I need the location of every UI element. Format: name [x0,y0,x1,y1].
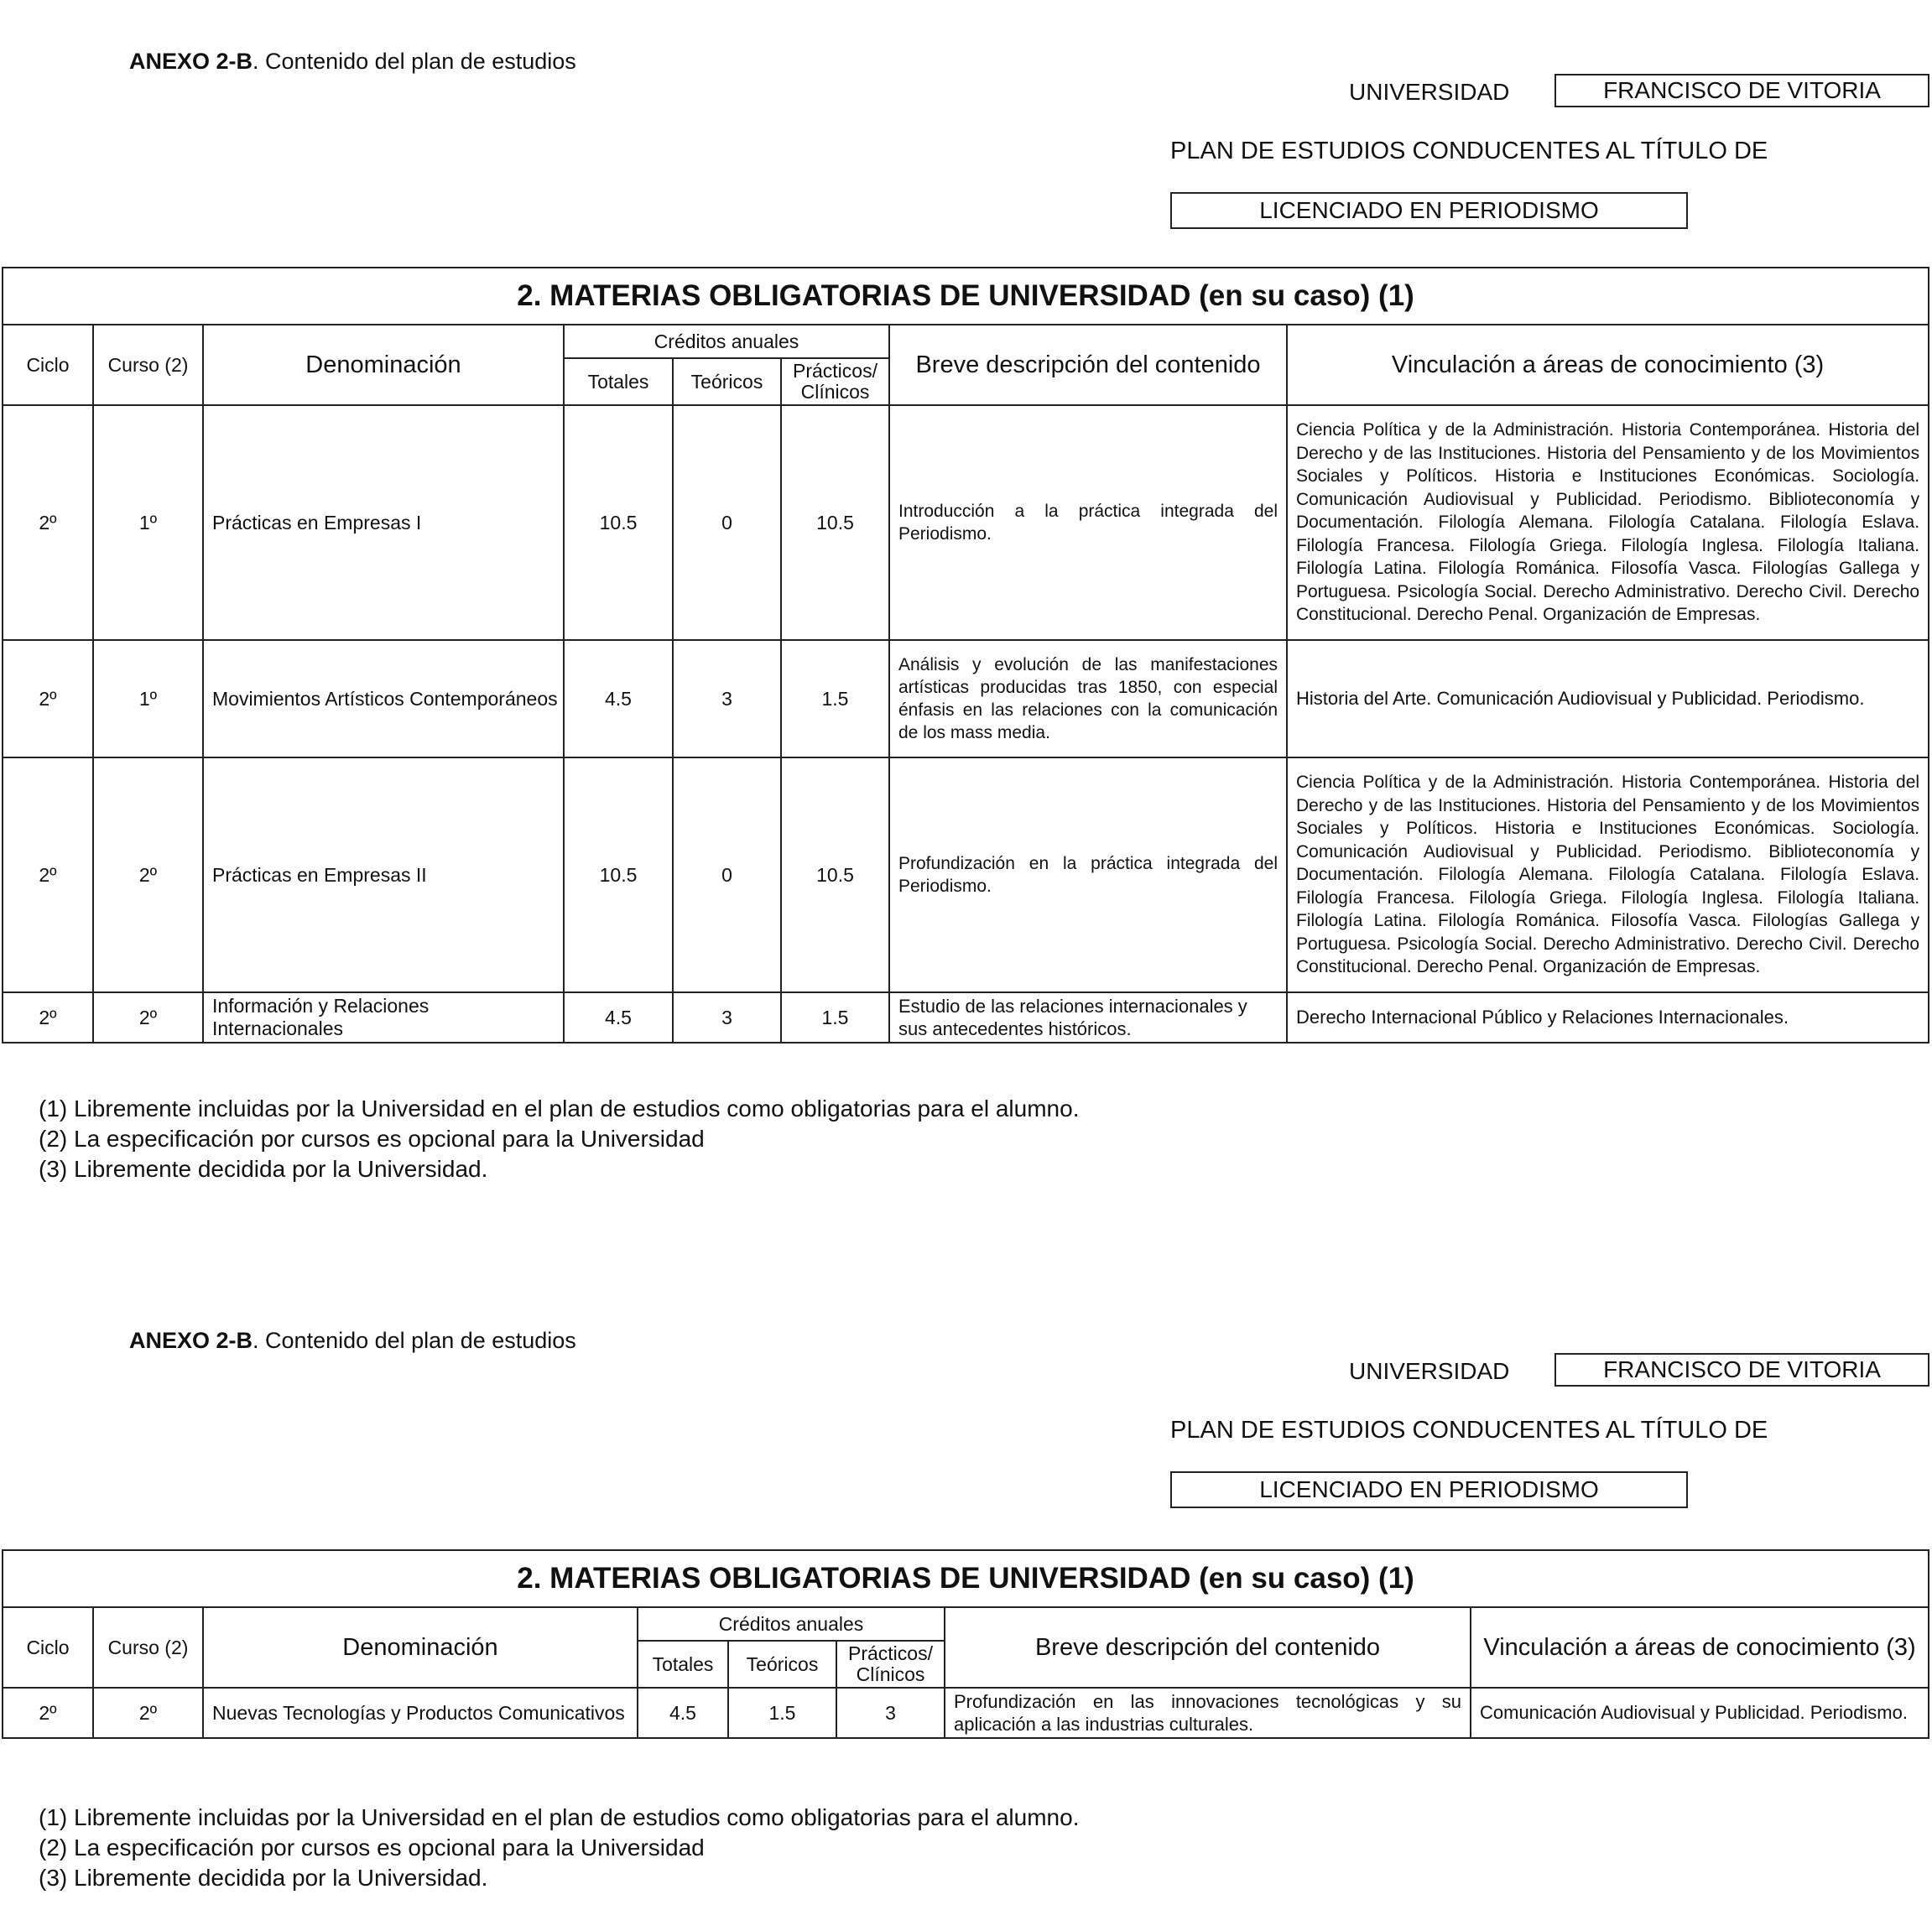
header-vinculacion: Vinculación a áreas de conocimiento (3) [1287,325,1929,405]
cell-teoricos: 0 [673,757,781,992]
cell-vinculacion: Historia del Arte. Comunicación Audiovisual y Publicidad. Periodismo. [1287,640,1929,757]
cell-denominacion: Movimientos Artísticos Contemporáneos [203,640,564,757]
header-curso: Curso (2) [93,325,203,405]
plan-estudios-label: PLAN DE ESTUDIOS CONDUCENTES AL TÍTULO DE [1170,138,1768,164]
header-descripcion: Breve descripción del contenido [889,325,1287,405]
cell-totales: 10.5 [564,757,673,992]
plan-estudios-label: PLAN DE ESTUDIOS CONDUCENTES AL TÍTULO DE [1170,1417,1768,1444]
table-row [3,1688,1929,1738]
cell-totales: 4.5 [564,992,673,1043]
anexo-subtitle: . Contenido del plan de estudios [253,49,576,74]
cell-practicos: 3 [836,1688,945,1738]
table-row [3,992,1929,1043]
cell-vinculacion: Derecho Internacional Público y Relaciones Internacionales. [1287,992,1929,1043]
header-creditos: Créditos anuales [564,325,889,358]
table-title: 2. MATERIAS OBLIGATORIAS DE UNIVERSIDAD (en su caso) (1) [3,1550,1929,1607]
cell-descripcion: Estudio de las relaciones internacionales y sus antecedentes históricos. [889,992,1287,1043]
header-totales: Totales [638,1641,728,1688]
cell-ciclo: 2º [3,640,93,757]
header-totales: Totales [564,358,673,405]
footnotes [39,1094,1079,1184]
footnote-2: (2) La especificación por cursos es opcional para la Universidad [39,1126,705,1152]
table-title: 2. MATERIAS OBLIGATORIAS DE UNIVERSIDAD (en su caso) (1) [3,268,1929,325]
header-teoricos: Teóricos [673,358,781,405]
header-ciclo: Ciclo [3,1607,93,1688]
header-ciclo: Ciclo [3,325,93,405]
footnote-3: (3) Libremente decidida por la Universidad. [39,1156,488,1182]
cell-teoricos: 0 [673,405,781,640]
anexo-subtitle: . Contenido del plan de estudios [253,1328,576,1353]
universidad-value-box: FRANCISCO DE VITORIA [1554,74,1929,107]
cell-curso: 2º [93,992,203,1043]
header-teoricos: Teóricos [728,1641,836,1688]
cell-curso: 1º [93,405,203,640]
header-creditos: Créditos anuales [638,1607,945,1641]
cell-practicos: 10.5 [781,757,889,992]
materias-table [2,267,1929,1043]
document-page-2 [0,1279,1932,1900]
cell-ciclo: 2º [3,1688,93,1738]
header-practicos: Prácticos/ Clínicos [781,358,889,405]
titulo-value-box: LICENCIADO EN PERIODISMO [1170,1471,1688,1508]
header-practicos: Prácticos/ Clínicos [836,1641,945,1688]
table-row [3,757,1929,992]
footnote-1: (1) Libremente incluidas por la Universidad en el plan de estudios como obligatorias para el alumno. [39,1096,1080,1122]
header-denominacion: Denominación [203,325,564,405]
universidad-label: UNIVERSIDAD [1349,79,1510,105]
cell-ciclo: 2º [3,992,93,1043]
anexo-label: ANEXO 2-B [129,49,253,74]
cell-ciclo: 2º [3,405,93,640]
cell-descripcion: Introducción a la práctica integrada del Periodismo. [889,405,1287,640]
cell-curso: 2º [93,1688,203,1738]
cell-totales: 4.5 [638,1688,728,1738]
cell-curso: 2º [93,757,203,992]
anexo-label: ANEXO 2-B [129,1328,253,1353]
cell-denominacion: Prácticas en Empresas II [203,757,564,992]
cell-descripcion: Profundización en la práctica integrada del Periodismo. [889,757,1287,992]
cell-teoricos: 3 [673,640,781,757]
table-row [3,640,1929,757]
table-row [3,405,1929,640]
cell-descripcion: Análisis y evolución de las manifestaciones artísticas producidas tras 1850, con especial énfasis en las relaciones con la comunicación de los mass media. [889,640,1287,757]
cell-vinculacion: Comunicación Audiovisual y Publicidad. Periodismo. [1471,1688,1929,1738]
cell-curso: 1º [93,640,203,757]
cell-denominacion: Prácticas en Empresas I [203,405,564,640]
cell-practicos: 1.5 [781,992,889,1043]
footnote-1: (1) Libremente incluidas por la Universidad en el plan de estudios como obligatorias para el alumno. [39,1804,1080,1830]
header-curso: Curso (2) [93,1607,203,1688]
footnote-3: (3) Libremente decidida por la Universidad. [39,1865,488,1891]
cell-teoricos: 1.5 [728,1688,836,1738]
cell-practicos: 1.5 [781,640,889,757]
cell-descripcion: Profundización en las innovaciones tecnológicas y su aplicación a las industrias culturales. [945,1688,1471,1738]
cell-ciclo: 2º [3,757,93,992]
cell-practicos: 10.5 [781,405,889,640]
cell-vinculacion: Ciencia Política y de la Administración. Historia Contemporánea. Historia del Derecho y de las Instituciones. Historia del Pensamiento y de los Movimientos Sociales y Políticos. Historia e Instituciones Económicas. Sociología. Comunicación Audiovisual y Publicidad. Periodismo. Biblioteconomía y Documentación. Filología Alemana. Filología Catalana. Filología Eslava. Filología Francesa. Filología Griega. Filología Inglesa. Filología Italiana. Filología Latina. Filología Románica. Filosofía Vasca. Filologías Gallega y Portuguesa. Psicología Social. Derecho Administrativo. Derecho Civil. Derecho Constitucional. Derecho Penal. Organización de Empresas. [1287,405,1929,640]
titulo-value-box: LICENCIADO EN PERIODISMO [1170,192,1688,229]
header-denominacion: Denominación [203,1607,638,1688]
cell-denominacion: Nuevas Tecnologías y Productos Comunicativos [203,1688,638,1738]
cell-totales: 4.5 [564,640,673,757]
footnotes [39,1803,1079,1893]
header-descripcion: Breve descripción del contenido [945,1607,1471,1688]
universidad-value-box: FRANCISCO DE VITORIA [1554,1353,1929,1387]
cell-vinculacion: Ciencia Política y de la Administración. Historia Contemporánea. Historia del Derecho y de las Instituciones. Historia del Pensamiento y de los Movimientos Sociales y Políticos. Historia e Instituciones Económicas. Sociología. Comunicación Audiovisual y Publicidad. Periodismo. Biblioteconomía y Documentación. Filología Alemana. Filología Catalana. Filología Eslava. Filología Francesa. Filología Griega. Filología Inglesa. Filología Italiana. Filología Latina. Filología Románica. Filosofía Vasca. Filologías Gallega y Portuguesa. Psicología Social. Derecho Administrativo. Derecho Civil. Derecho Constitucional. Derecho Penal. Organización de Empresas. [1287,757,1929,992]
footnote-2: (2) La especificación por cursos es opcional para la Universidad [39,1835,705,1861]
cell-totales: 10.5 [564,405,673,640]
anexo-heading [129,49,576,75]
cell-denominacion: Información y Relaciones Internacionales [203,992,564,1043]
cell-teoricos: 3 [673,992,781,1043]
universidad-label: UNIVERSIDAD [1349,1358,1510,1384]
header-vinculacion: Vinculación a áreas de conocimiento (3) [1471,1607,1929,1688]
materias-table [2,1549,1929,1739]
anexo-heading [129,1328,576,1354]
